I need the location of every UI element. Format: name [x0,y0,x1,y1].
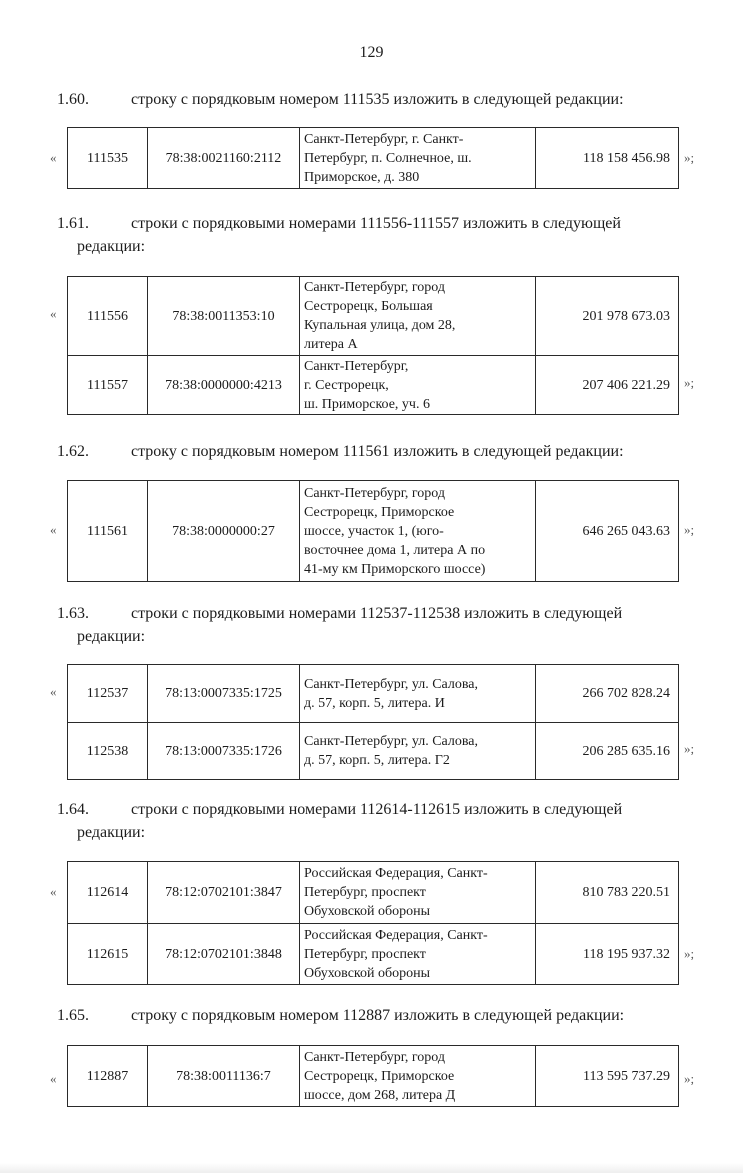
cadastral-number: 78:38:0011136:7 [148,1046,300,1107]
close-quote: »; [684,150,695,165]
table-row [68,277,679,356]
address-line: 41-му км Приморского шоссе) [304,561,486,577]
address-line: Купальная улица, дом 28, [304,318,456,333]
section-number: 1.64. [57,801,89,818]
address-line: Российская Федерация, Санкт- [304,927,488,943]
row-number: 112887 [68,1046,148,1107]
cadastral-value: 118 195 937.32 [536,924,679,985]
section-number: 1.62. [57,443,89,460]
cadastral-value: 206 285 635.16 [536,723,679,780]
address-line: Санкт-Петербург, [304,358,409,374]
cadastral-value: 207 406 221.29 [536,356,679,415]
address-cell [300,1046,536,1107]
open-quote: « [50,884,57,899]
cadastral-number: 78:38:0011353:10 [148,277,300,356]
cadastral-number: 78:38:0000000:27 [148,481,300,582]
address-line: Обуховской обороны [304,965,431,981]
table-row [68,665,679,723]
open-quote: « [50,522,57,537]
record-table [67,664,679,780]
cadastral-number: 78:12:0702101:3847 [148,862,300,924]
section-text: строку с порядковым номером 111535 изложить в следующей редакции: [131,91,624,108]
address-line: Санкт-Петербург, город [304,280,445,295]
address-line: Сестрорецк, Приморское [304,504,455,520]
address-line: Санкт-Петербург, ул. Салова, [304,734,479,749]
section-number: 1.63. [57,605,89,622]
section-text-continued: редакции: [77,238,146,255]
address-line: Санкт-Петербург, ул. Салова, [304,676,479,692]
row-number: 112538 [68,723,148,780]
close-quote: »; [684,522,695,537]
address-cell [300,277,536,356]
section-number: 1.61. [57,215,89,232]
close-quote: »; [684,375,695,390]
address-line: Петербург, проспект [304,885,426,900]
section-text-continued: редакции: [77,628,146,645]
section-text-continued: редакции: [77,824,146,841]
table-row [68,481,679,582]
close-quote: »; [684,741,695,756]
section-heading [57,440,705,463]
address-cell [300,723,536,780]
open-quote: « [50,684,57,699]
address-line: Российская Федерация, Санкт- [304,866,488,881]
address-line: ш. Приморское, уч. 6 [304,396,430,412]
row-number: 112615 [68,924,148,985]
address-cell [300,924,536,985]
record-table [67,480,679,582]
section-text: строки с порядковыми номерами 111556-111557 изложить в следующей [131,215,621,232]
address-line: восточнее дома 1, литера А по [304,542,486,558]
table-row [68,862,679,924]
record-table [67,127,679,189]
section-text: строку с порядковым номером 111561 изложить в следующей редакции: [131,443,624,460]
address-line: Санкт-Петербург, город [304,485,445,501]
address-line: Санкт-Петербург, город [304,1049,445,1065]
row-number: 111557 [68,356,148,415]
cadastral-number: 78:13:0007335:1725 [148,665,300,723]
section-text: строки с порядковыми номерами 112537-112538 изложить в следующей [131,605,623,622]
cadastral-value: 201 978 673.03 [536,277,679,356]
address-line: д. 57, корп. 5, литера. И [304,695,445,711]
open-quote: « [50,1071,57,1086]
table-row [68,128,679,189]
cadastral-number: 78:38:0000000:4213 [148,356,300,415]
address-line: Санкт-Петербург, г. Санкт- [304,131,464,147]
record-table [67,276,679,415]
section-heading [57,88,705,111]
cadastral-value: 810 783 220.51 [536,862,679,924]
record-table [67,861,679,985]
cadastral-value: 118 158 456.98 [536,128,679,189]
address-line: Петербург, проспект [304,946,426,962]
row-number: 112614 [68,862,148,924]
address-cell [300,128,536,189]
close-quote: »; [684,1071,695,1086]
address-cell [300,356,536,415]
section-number: 1.60. [57,91,89,108]
cadastral-number: 78:12:0702101:3848 [148,924,300,985]
section-text: строки с порядковыми номерами 112614-112615 изложить в следующей [131,801,623,818]
address-line: г. Сестрорецк, [304,377,389,393]
table-row [68,723,679,780]
open-quote: « [50,150,57,165]
page-number: 129 [359,44,384,61]
cadastral-value: 266 702 828.24 [536,665,679,723]
row-number: 111535 [68,128,148,189]
address-cell [300,862,536,924]
row-number: 112537 [68,665,148,723]
table-row [68,1046,679,1107]
address-line: шоссе, участок 1, (юго- [304,523,444,539]
address-cell [300,481,536,582]
scan-edge [0,1163,743,1173]
table-row [68,356,679,415]
section-heading [57,1004,705,1027]
record-table [67,1045,679,1107]
section-heading [57,212,705,258]
section-text: строку с порядковым номером 112887 изложить в следующей редакции: [131,1007,625,1024]
address-line: шоссе, дом 268, литера Д [304,1087,456,1103]
address-line: Приморское, д. 380 [304,169,420,185]
section-number: 1.65. [57,1007,89,1024]
close-quote: »; [684,946,695,961]
address-line: Петербург, п. Солнечное, ш. [304,150,472,166]
table-row [68,924,679,985]
address-line: Обуховской обороны [304,904,431,919]
address-line: д. 57, корп. 5, литера. Г2 [304,753,450,768]
open-quote: « [50,306,57,321]
row-number: 111556 [68,277,148,356]
address-cell [300,665,536,723]
address-line: Сестрорецк, Большая [304,299,433,314]
cadastral-value: 113 595 737.29 [536,1046,679,1107]
cadastral-value: 646 265 043.63 [536,481,679,582]
row-number: 111561 [68,481,148,582]
address-line: Сестрорецк, Приморское [304,1068,455,1084]
cadastral-number: 78:13:0007335:1726 [148,723,300,780]
cadastral-number: 78:38:0021160:2112 [148,128,300,189]
address-line: литера А [304,337,358,352]
section-heading [57,798,705,844]
section-heading [57,602,705,648]
